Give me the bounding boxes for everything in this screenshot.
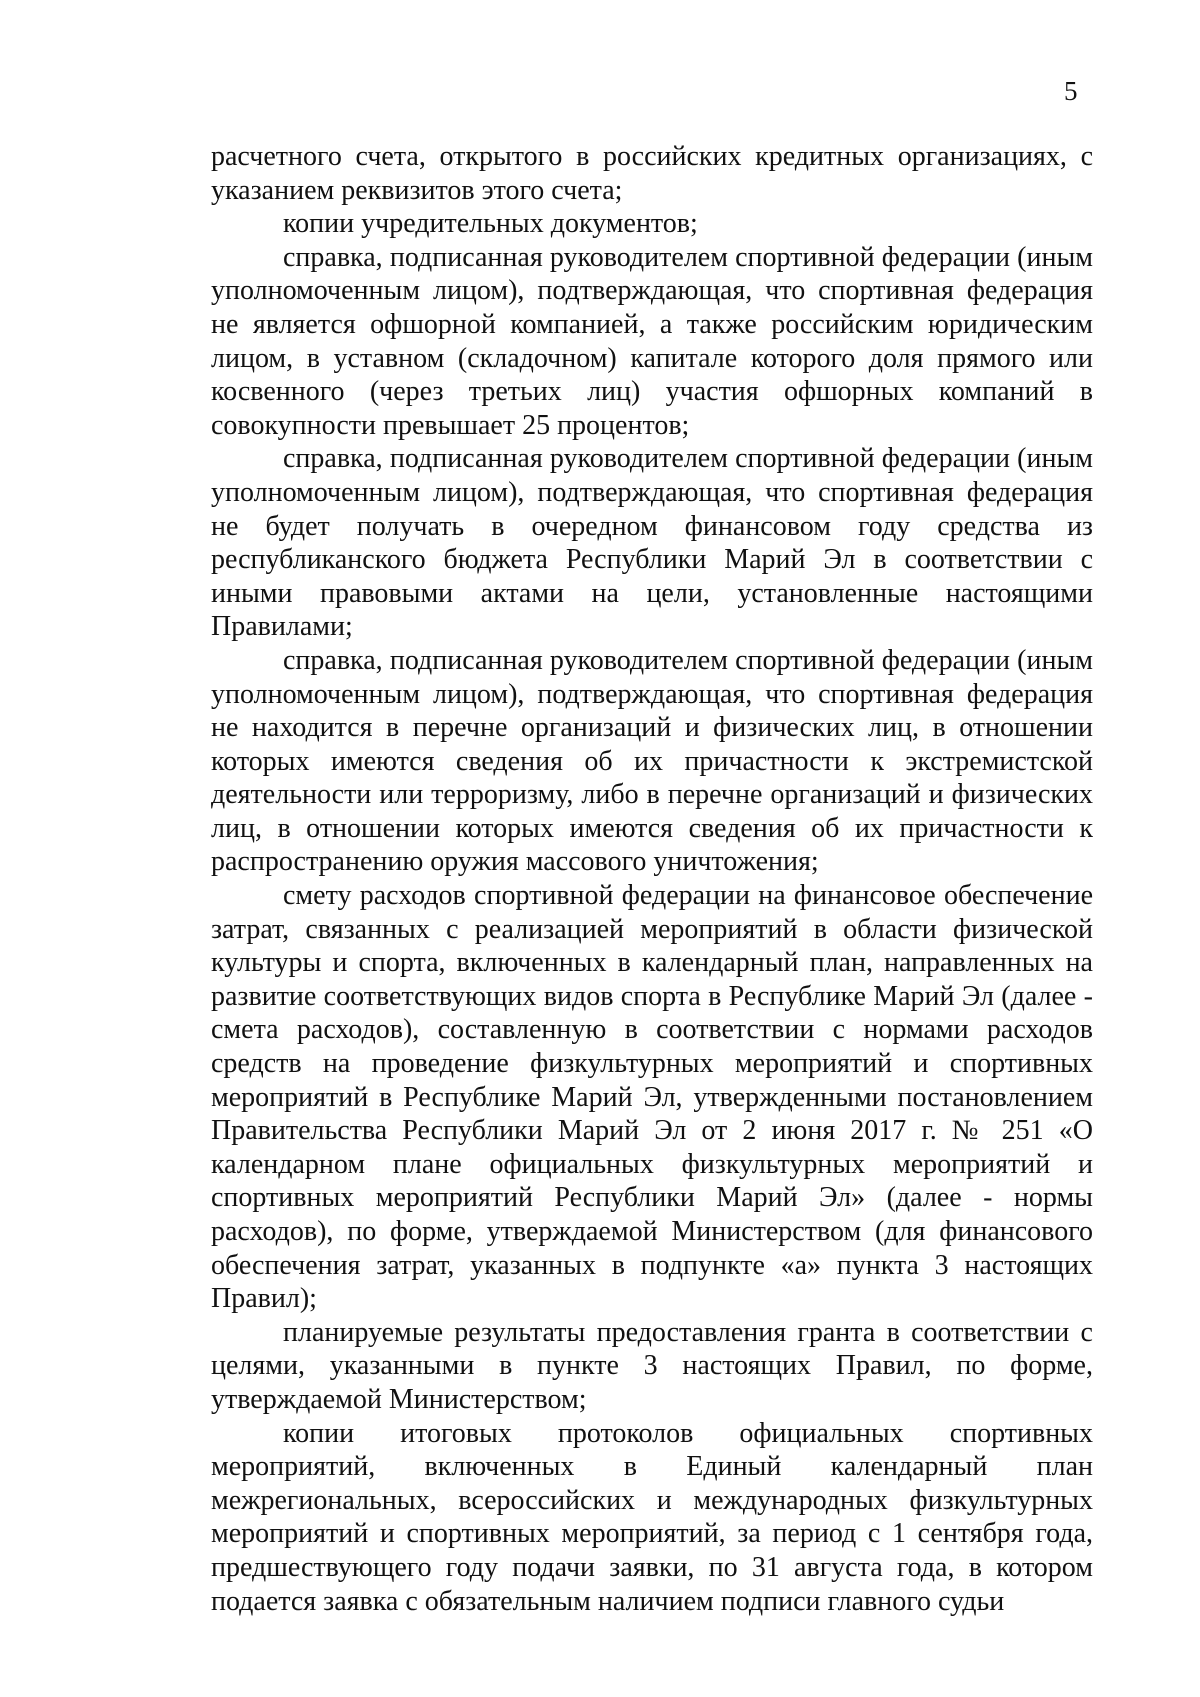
paragraph: планируемые результаты предоставления гранта в соответствии с целями, указанными в пункте 3 настоящих Правил, по форме, утверждаемой Министерством; — [211, 1316, 1093, 1415]
paragraph: смету расходов спортивной федерации на финансовое обеспечение затрат, связанных с реализацией мероприятий в области физической культуры и спорта, включенных в календарный план, направленных на развитие соответствующих видов спорта в Республике Марий Эл (далее - смета расходов), составленную в соответствии с нормами расходов средств на проведение физкультурных мероприятий и спортивных мероприятий в Республике Марий Эл, утвержденными постановлением Правительства Республики Марий Эл от 2 июня 2017 г. № 251 «О календарном плане официальных физкультурных мероприятий и спортивных мероприятий Республики Марий Эл» (далее - нормы расходов), по форме, утверждаемой Министерством (для финансового обеспечения затрат, указанных в подпункте «а» пункта 3 настоящих Правил); — [211, 880, 1093, 1315]
paragraph: копии итоговых протоколов официальных спортивных мероприятий, включенных в Единый календарный план межрегиональных, всероссийских и международных физкультурных мероприятий и спортивных мероприятий, за период с 1 сентября года, предшествующего году подачи заявки, по 31 августа года, в котором подается заявка с обязательным наличием подписи главного судьи — [211, 1417, 1093, 1617]
paragraph: расчетного счета, открытого в российских кредитных организациях, с указанием реквизитов этого счета; — [211, 141, 1093, 206]
paragraph: справка, подписанная руководителем спортивной федерации (иным уполномоченным лицом), подтверждающая, что спортивная федерация не находится в перечне организаций и физических лиц, в отношении которых имеются сведения об их причастности к экстремистской деятельности или терроризму, либо в перечне организаций и физических лиц, в отношении которых имеются сведения об их причастности к распространению оружия массового уничтожения; — [211, 644, 1093, 878]
paragraph: справка, подписанная руководителем спортивной федерации (иным уполномоченным лицом), подтверждающая, что спортивная федерация не будет получать в очередном финансовом году средства из республиканского бюджета Республики Марий Эл в соответствии с иными правовыми актами на цели, установленные настоящими Правилами; — [211, 443, 1093, 643]
document-body — [211, 140, 1093, 1618]
paragraph: копии учредительных документов; — [283, 208, 698, 240]
page-number: 5 — [1064, 76, 1078, 106]
paragraph: справка, подписанная руководителем спортивной федерации (иным уполномоченным лицом), подтверждающая, что спортивная федерация не является офшорной компанией, а также российским юридическим лицом, в уставном (складочном) капитале которого доля прямого или косвенного (через третьих лиц) участия офшорных компаний в совокупности превышает 25 процентов; — [211, 241, 1093, 441]
